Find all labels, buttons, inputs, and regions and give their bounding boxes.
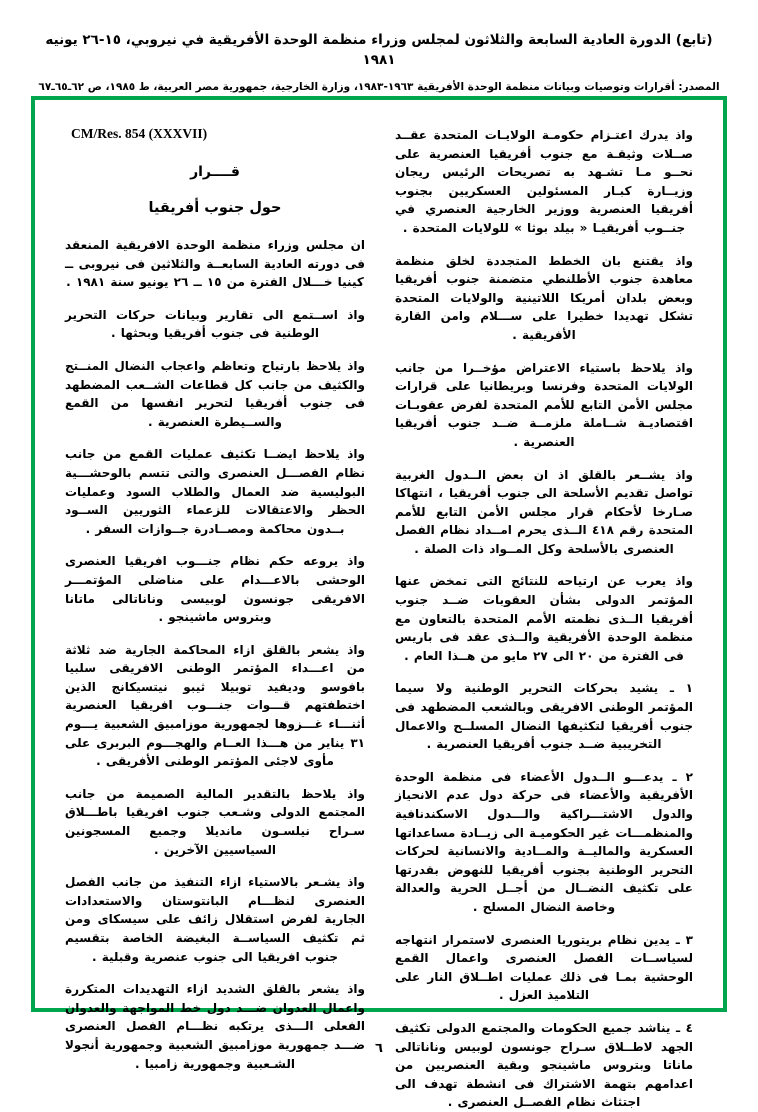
resolution-code: CM/Res. 854 (XXXVII) <box>71 126 208 141</box>
paragraph: ٤ ـ يناشد جميع الحكومات والمجتمع الدولى تكثيف الجهد لاطــلاق سـراح جونسون لوبيس وناناتالى ماناتا وبتروس ماشينجو وبقية العنصريين من اعدامهم بتهمة الاشتراك فى انشطة تهدف الى اجتثاث نظام الفصــل العنصرى . <box>395 1020 693 1110</box>
paragraph: ٢ ـ يدعـــو الــدول الأعضاء فى منظمة الوحدة الأفريقية والأعضاء فى حركة دول عدم الانحياز والدول الاشتـــراكية والـــدول الاسكندنافية والمنظمـــات غير الحكوميـة الى زيــادة مساعداتها العسكرية والماليــة والمــادية والانسانية لحركات التحرير الوطنية بجنوب أفريقيا للنهوض بقدرتها على تكثيف النضــال من أجــل الحرية والعدالة وخاصة النضال المسلح . <box>395 769 693 914</box>
paragraph: واذ يشعر بالقلق الشديد ازاء التهديدات المتكررة واعمال العدوان ضـــد دول خط المواجهة والعدوان الفعلى الـــذى يرتكبه نظـــام الفصل العنصرى ضـــد جمهورية موزامبيق الشعبية وجمهورية أنجولا الشـعبية وجمهورية زامبيا . <box>65 982 365 1071</box>
paragraph: ان مجلس وزراء منظمة الوحدة الافريقية المنعقد فى دورته العادية السابعــة والثلاثين فى نيروبى ــ كينيا خـــلال الفترة من ١٥ ــ ٢٦ يونيو سنة ١٩٨١ . <box>65 238 365 290</box>
paragraph: واذ يشــعر بالقلق اذ ان بعض الــدول الغربية تواصل تقديم الأسلحة الى جنوب أفريقيا ، انتهاكا صـارخا لأحكام قرار مجلس الأمن التابع للأمم المتحدة رقم ٤١٨ الــذى يحرم امــداد نظام الفصل العنصرى بالأسلحة وكل المــواد ذات الصلة . <box>395 467 693 556</box>
page-number: ٦ <box>375 1041 383 1056</box>
resolution-heading: قــــرار <box>190 164 240 180</box>
paragraph: ١ ـ يشيد بحركات التحرير الوطنية ولا سيما المؤتمر الوطنى الافريقى وبالشعب المضطهد فى جنوب أفريقيا لتكثيفها النضال المسلــح والاعمال التخريبية ضــد جنوب أفريقيا العنصرية . <box>395 681 693 752</box>
resolution-subheading: حول جنوب أفريقيا <box>148 200 282 216</box>
paragraph: واذ يعرب عن ارتياحه للنتائج التى تمخض عنها المؤتمر الدولى بشأن العقوبات ضــد جنوب أفريقيا الــذى نظمته الأمم المتحدة بالتعاون مع منظمة الوحدة الأفريقية والــذى عقد فى باريس فى الفترة من ٢٠ الى ٢٧ مايو من هــذا العام . <box>395 574 693 663</box>
paragraph: واذ اســتمع الى تقارير وبيانات حركات التحرير الوطنية فى جنوب أفريقيا وبحثها . <box>65 307 365 341</box>
column-left <box>43 108 379 1071</box>
content-columns <box>43 108 715 1110</box>
page-header <box>0 0 758 95</box>
paragraph: واذ يلاحظ بالتقدير المالية الصميمة من جانب المجتمع الدولى وشـعب جنوب افريقيا باطـــلاق سـراح نيلسـون مانديلا وجميع المسجونين السياسيين الآخرين . <box>65 786 365 857</box>
paragraph: ٣ ـ يدين نظام بريتوريا العنصرى لاستمرار انتهاجه لسياســات الفصل العنصرى واعمال القمع الوحشية بمـا فى ذلك عمليات اطــلاق النار على التلاميذ العزل . <box>395 932 693 1003</box>
header-source: المصدر: أقرارات وتوصيات وبيانات منظمة الوحدة الأفريقية ١٩٦٣-١٩٨٣، وزارة الخارجية، جمهورية مصر العربية، ط ١٩٨٥، ص ٦٢ـ٦٥ـ٦٧ <box>38 80 720 93</box>
paragraph: واذ يلاحظ بارتياح وتعاظم واعجاب النضال المنــتج والكثيف من جانب كل قطاعات الشــعب المضطهد فى جنوب أفريقيا لتحرير انفسها من القمع والســيطرة العنصرية . <box>65 358 365 429</box>
paragraph: واذ يقتنع بان الخطط المتجددة لخلق منظمة معاهدة جنوب الأطلنطي متضمنة جنوب أفريقيا وبعض بلدان أمريكا اللاتينية والولايات المتحدة تشكل تهديدا خطيرا على ســـلام وامن القارة الأفريقية . <box>395 253 693 342</box>
column-right <box>379 108 715 1110</box>
header-title: (تابع) الدورة العادية السابعة والثلاثون لمجلس وزراء منظمة الوحدة الأفريقية في نيروبي، ١٥-٢٦ يونيه ١٩٨١ <box>45 32 713 69</box>
content-frame <box>31 96 727 1110</box>
paragraph: واذ يدرك اعتـزام حكومـة الولايـات المتحدة عقــد صــلات وثيقـة مع جنوب أفريقيا العنصرية على نحــو مـا تشـهد به تصريحات الرئيس ريجان وزيــارة كبـار المسئولين العسكريين بجنوب أفريقيا العنصرية ووزير الخارجية العنصري في جنــوب أفريقيـا « بيلد بوثا » للولايات المتحدة . <box>395 128 693 235</box>
paragraph: واذ يلاحظ باستياء الاعتراض مؤخــرا من جانب الولايات المتحدة وفرنسا وبريطانيا على قرارات مجلس الأمن التابع للأمم المتحدة لفرض عقوبـات اقتصاديـة شــاملة ملزمــة ضــد جنوب أفريقيا العنصرية . <box>395 360 693 449</box>
paragraph: واذ يشـعر بالاستياء ازاء التنفيذ من جانب الفصل العنصرى لنظـــام البانتوستان والاستعدادات الجارية لفرض استقلال زائف على سيسكاى ومن ثم تكثيف السياســة البغيضة الخاصة بتقسيم جنوب افريقيا الى جنوب عنصرية وقبلية . <box>65 875 365 964</box>
paragraph: واذ يروعه حكم نظام جنـــوب افريقيا العنصرى الوحشى بالاعـــدام على مناضلى المؤتمـــر الافريقى جونسون لوبيسى وناناتالى ماتانا وبتروس ماشينجو . <box>65 554 365 625</box>
paragraph: واذ يشعر بالقلق ازاء المحاكمة الجارية ضد ثلاثة من اعـــداء المؤتمر الوطنى الافريقى سلبيا بافوسو وديفيد توبيلا ثيبو نيتسيكانج الذين اختطفتهم قـــوات جنـــوب افريقيا العنصرية أثنـــاء غـــزوها لجمهورية موزامبيق الشعبية يـــوم ٣١ يناير من هـــذا العــام والهجـــوم البربرى على مأوى لاجئى المؤتمر الوطنى الأفريقى . <box>65 642 365 769</box>
paragraph: واذ يلاحظ ايضــا تكثيف عمليات القمع من جانب نظام الفصـــل العنصرى والتى تتسم بالوحشـــية البوليسية ضد العمال والطلاب السود وعمليات الحظر والاعتقالات للزعماء الثوريين الســود بــدون محاكمة ومصــادرة جــوازات السفر . <box>65 447 365 536</box>
